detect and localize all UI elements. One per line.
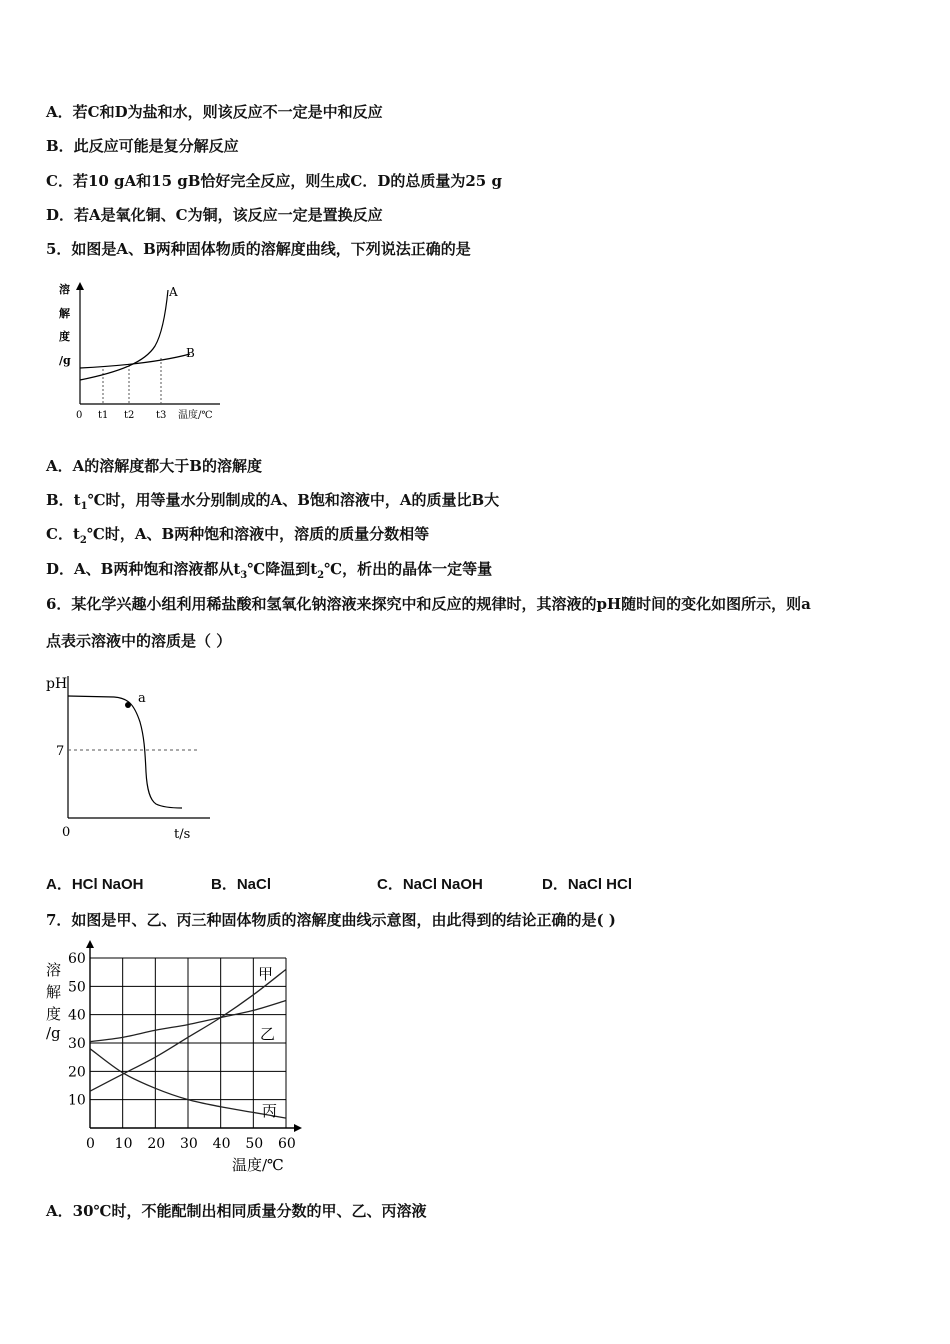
- q5-ylabel-3: /g: [59, 354, 71, 367]
- q7-ytick-label: 30: [68, 1036, 86, 1052]
- q6-option-b: B．NaCl: [211, 876, 272, 893]
- q6-stem-line1: 6．某化学兴趣小组利用稀盐酸和氢氧化钠溶液来探究中和反应的规律时，其溶液的pH随时间的变化如图所示，则a: [46, 595, 811, 613]
- q6-option-a: A．HCl NaOH: [46, 876, 144, 893]
- q6-ph-chart: [44, 672, 214, 847]
- q5-y-arrow: [76, 282, 84, 290]
- q7-stem: 7．如图是甲、乙、丙三种固体物质的溶解度曲线示意图，由此得到的结论正确的是( ): [46, 911, 616, 929]
- q7-xtick-label: 60: [278, 1136, 296, 1152]
- q7-ytick-label: 10: [68, 1092, 86, 1109]
- q5-curve-b-label: B: [186, 346, 195, 360]
- q6-origin: 0: [62, 825, 71, 840]
- q7-solubility-chart: [44, 940, 304, 1180]
- q4-option-d: D．若A是氧化铜、C为铜，该反应一定是置换反应: [46, 206, 383, 224]
- q5-ylabel-0: 溶: [59, 283, 70, 296]
- q7-ylabel-1: 解: [46, 983, 62, 1001]
- q6-stem-line2: 点表示溶液中的溶质是（ ）: [46, 632, 232, 650]
- q5-ylabel-1: 解: [59, 307, 70, 320]
- q6-point-a: [125, 702, 131, 708]
- q6-xlabel: t/s: [174, 827, 191, 842]
- q7-label-jia: 甲: [258, 965, 274, 983]
- q7-xtick-label: 50: [245, 1136, 264, 1152]
- q5-xtick-t3: t3: [156, 410, 167, 421]
- q7-ytick-label: 50: [68, 979, 86, 996]
- q4-option-a: A．若C和D为盐和水，则该反应不一定是中和反应: [46, 103, 383, 121]
- q5-curve-a: [80, 290, 168, 380]
- q6-ph-curve: [68, 696, 182, 808]
- q4-option-c: C．若10 gA和15 gB恰好完全反应，则生成C．D的总质量为25 g: [46, 172, 502, 190]
- q7-ytick-label: 20: [68, 1064, 86, 1081]
- q7-ylabel-0: 溶: [46, 961, 62, 979]
- q7-ytick-label: 40: [68, 1007, 86, 1024]
- q5-xtick-t2: t2: [124, 410, 135, 421]
- q7-xtick-label: 40: [212, 1136, 231, 1152]
- q5-stem: 5．如图是A、B两种固体物质的溶解度曲线，下列说法正确的是: [46, 240, 471, 258]
- q7-xtick-label: 20: [147, 1136, 166, 1152]
- q6-option-c: C．NaCl NaOH: [377, 876, 483, 893]
- q5-ylabel-2: 度: [59, 330, 70, 343]
- q5-curve-b: [80, 354, 190, 368]
- q5-option-b: B．$t_1℃$时，用等量水分别制成的A、B饱和溶液中，A的质量比B大: [46, 491, 500, 512]
- q5-xtick-t1: t1: [98, 410, 109, 421]
- q6-option-d: D．NaCl HCl: [542, 876, 633, 893]
- q7-xtick-label: 0: [86, 1136, 95, 1152]
- q5-xlabel: 温度/℃: [178, 410, 213, 421]
- q7-ylabel-3: /g: [46, 1024, 61, 1042]
- q7-xtick-label: 10: [114, 1136, 133, 1152]
- q7-label-yi: 乙: [260, 1025, 276, 1043]
- q7-ytick-label: 60: [68, 951, 86, 967]
- q6-seven-label: 7: [56, 744, 65, 759]
- q6-point-a-label: a: [138, 691, 146, 706]
- q5-option-a: A．A的溶解度都大于B的溶解度: [46, 457, 262, 475]
- q7-ylabel-2: 度: [46, 1005, 62, 1023]
- q4-option-b: B．此反应可能是复分解反应: [46, 137, 239, 155]
- q7-x-arrow: [294, 1124, 302, 1132]
- q7-xlabel: 温度/℃: [232, 1156, 284, 1174]
- q7-label-bing: 丙: [262, 1102, 278, 1120]
- q7-xtick-label: 30: [180, 1136, 198, 1152]
- q6-ylabel: pH: [46, 676, 68, 692]
- q7-y-arrow: [86, 940, 94, 948]
- q7-option-a: A．30℃时，不能配制出相同质量分数的甲、乙、丙溶液: [46, 1202, 427, 1220]
- q5-option-c: C．$t_2℃$时，A、B两种饱和溶液中，溶质的质量分数相等: [46, 525, 430, 546]
- q5-solubility-chart: [50, 280, 250, 430]
- q5-option-d: D．A、B两种饱和溶液都从$t_3℃$降温到$t_2℃$，析出的晶体一定等量: [46, 560, 493, 581]
- q5-origin: 0: [76, 410, 83, 421]
- q5-curve-a-label: A: [169, 285, 178, 299]
